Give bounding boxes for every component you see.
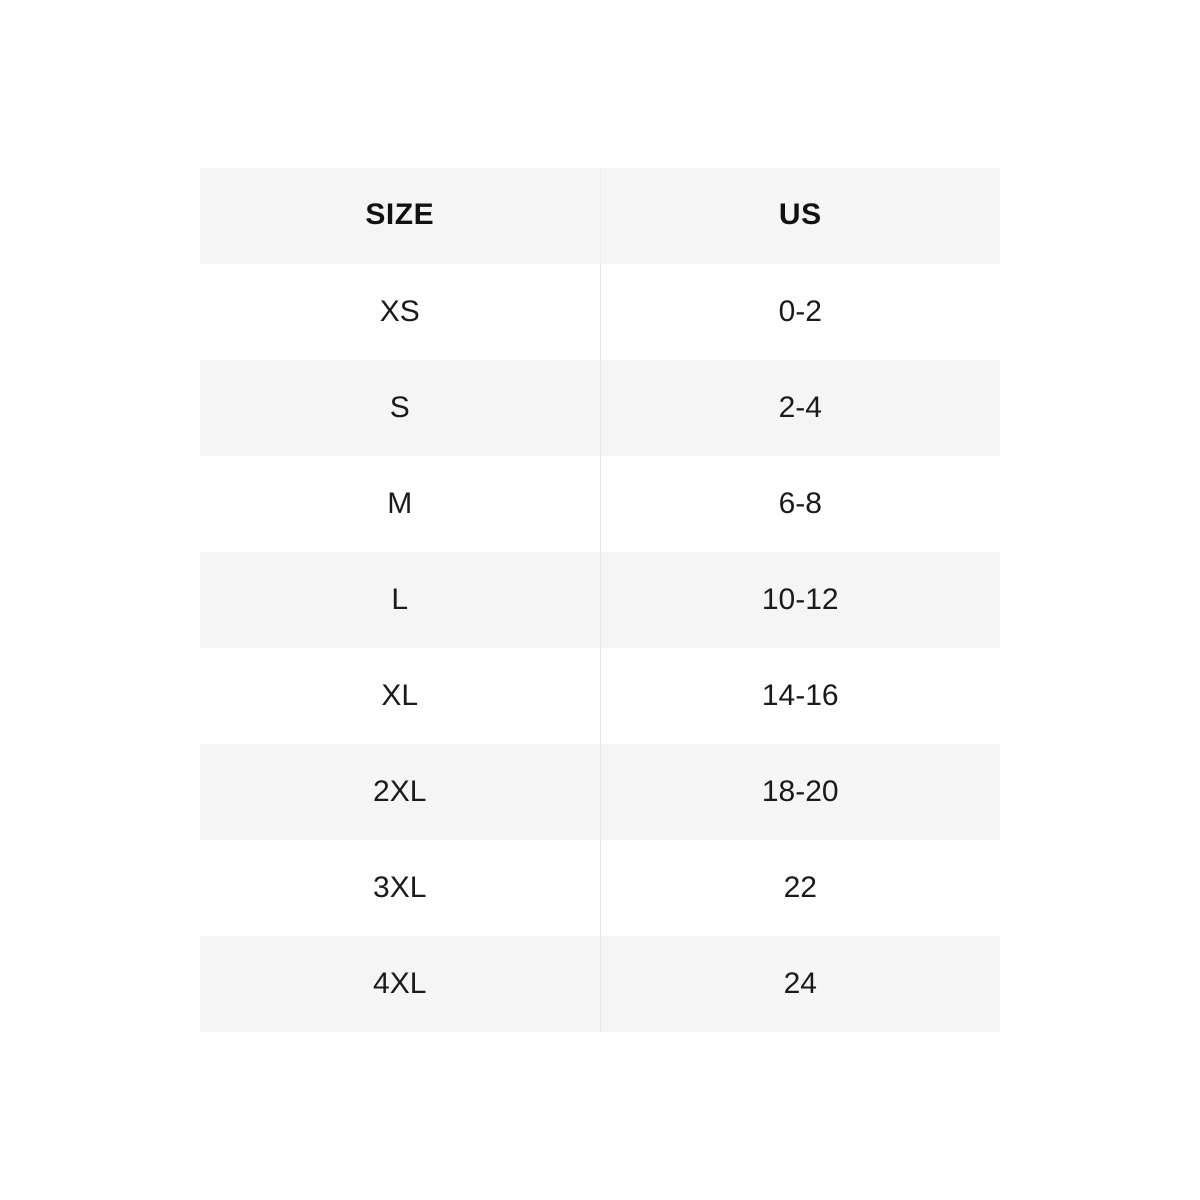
size-conversion-table	[200, 168, 1000, 1032]
cell-us: 2-4	[600, 360, 1000, 456]
table-body	[200, 264, 1000, 1032]
table-row	[200, 264, 1000, 360]
table-header	[200, 168, 1000, 264]
cell-size: XL	[200, 648, 600, 744]
cell-us: 0-2	[600, 264, 1000, 360]
cell-us: 14-16	[600, 648, 1000, 744]
cell-size: 3XL	[200, 840, 600, 936]
cell-size: 4XL	[200, 936, 600, 1032]
cell-size: M	[200, 456, 600, 552]
cell-size: 2XL	[200, 744, 600, 840]
cell-us: 22	[600, 840, 1000, 936]
table-row	[200, 648, 1000, 744]
table-header-row	[200, 168, 1000, 264]
cell-size: L	[200, 552, 600, 648]
cell-us: 18-20	[600, 744, 1000, 840]
cell-size: XS	[200, 264, 600, 360]
cell-us: 24	[600, 936, 1000, 1032]
table-row	[200, 360, 1000, 456]
cell-size: S	[200, 360, 600, 456]
column-header-size: SIZE	[200, 168, 600, 264]
column-header-us: US	[600, 168, 1000, 264]
table-row	[200, 456, 1000, 552]
cell-us: 10-12	[600, 552, 1000, 648]
table-row	[200, 936, 1000, 1032]
table-row	[200, 840, 1000, 936]
table-row	[200, 744, 1000, 840]
table-row	[200, 552, 1000, 648]
cell-us: 6-8	[600, 456, 1000, 552]
